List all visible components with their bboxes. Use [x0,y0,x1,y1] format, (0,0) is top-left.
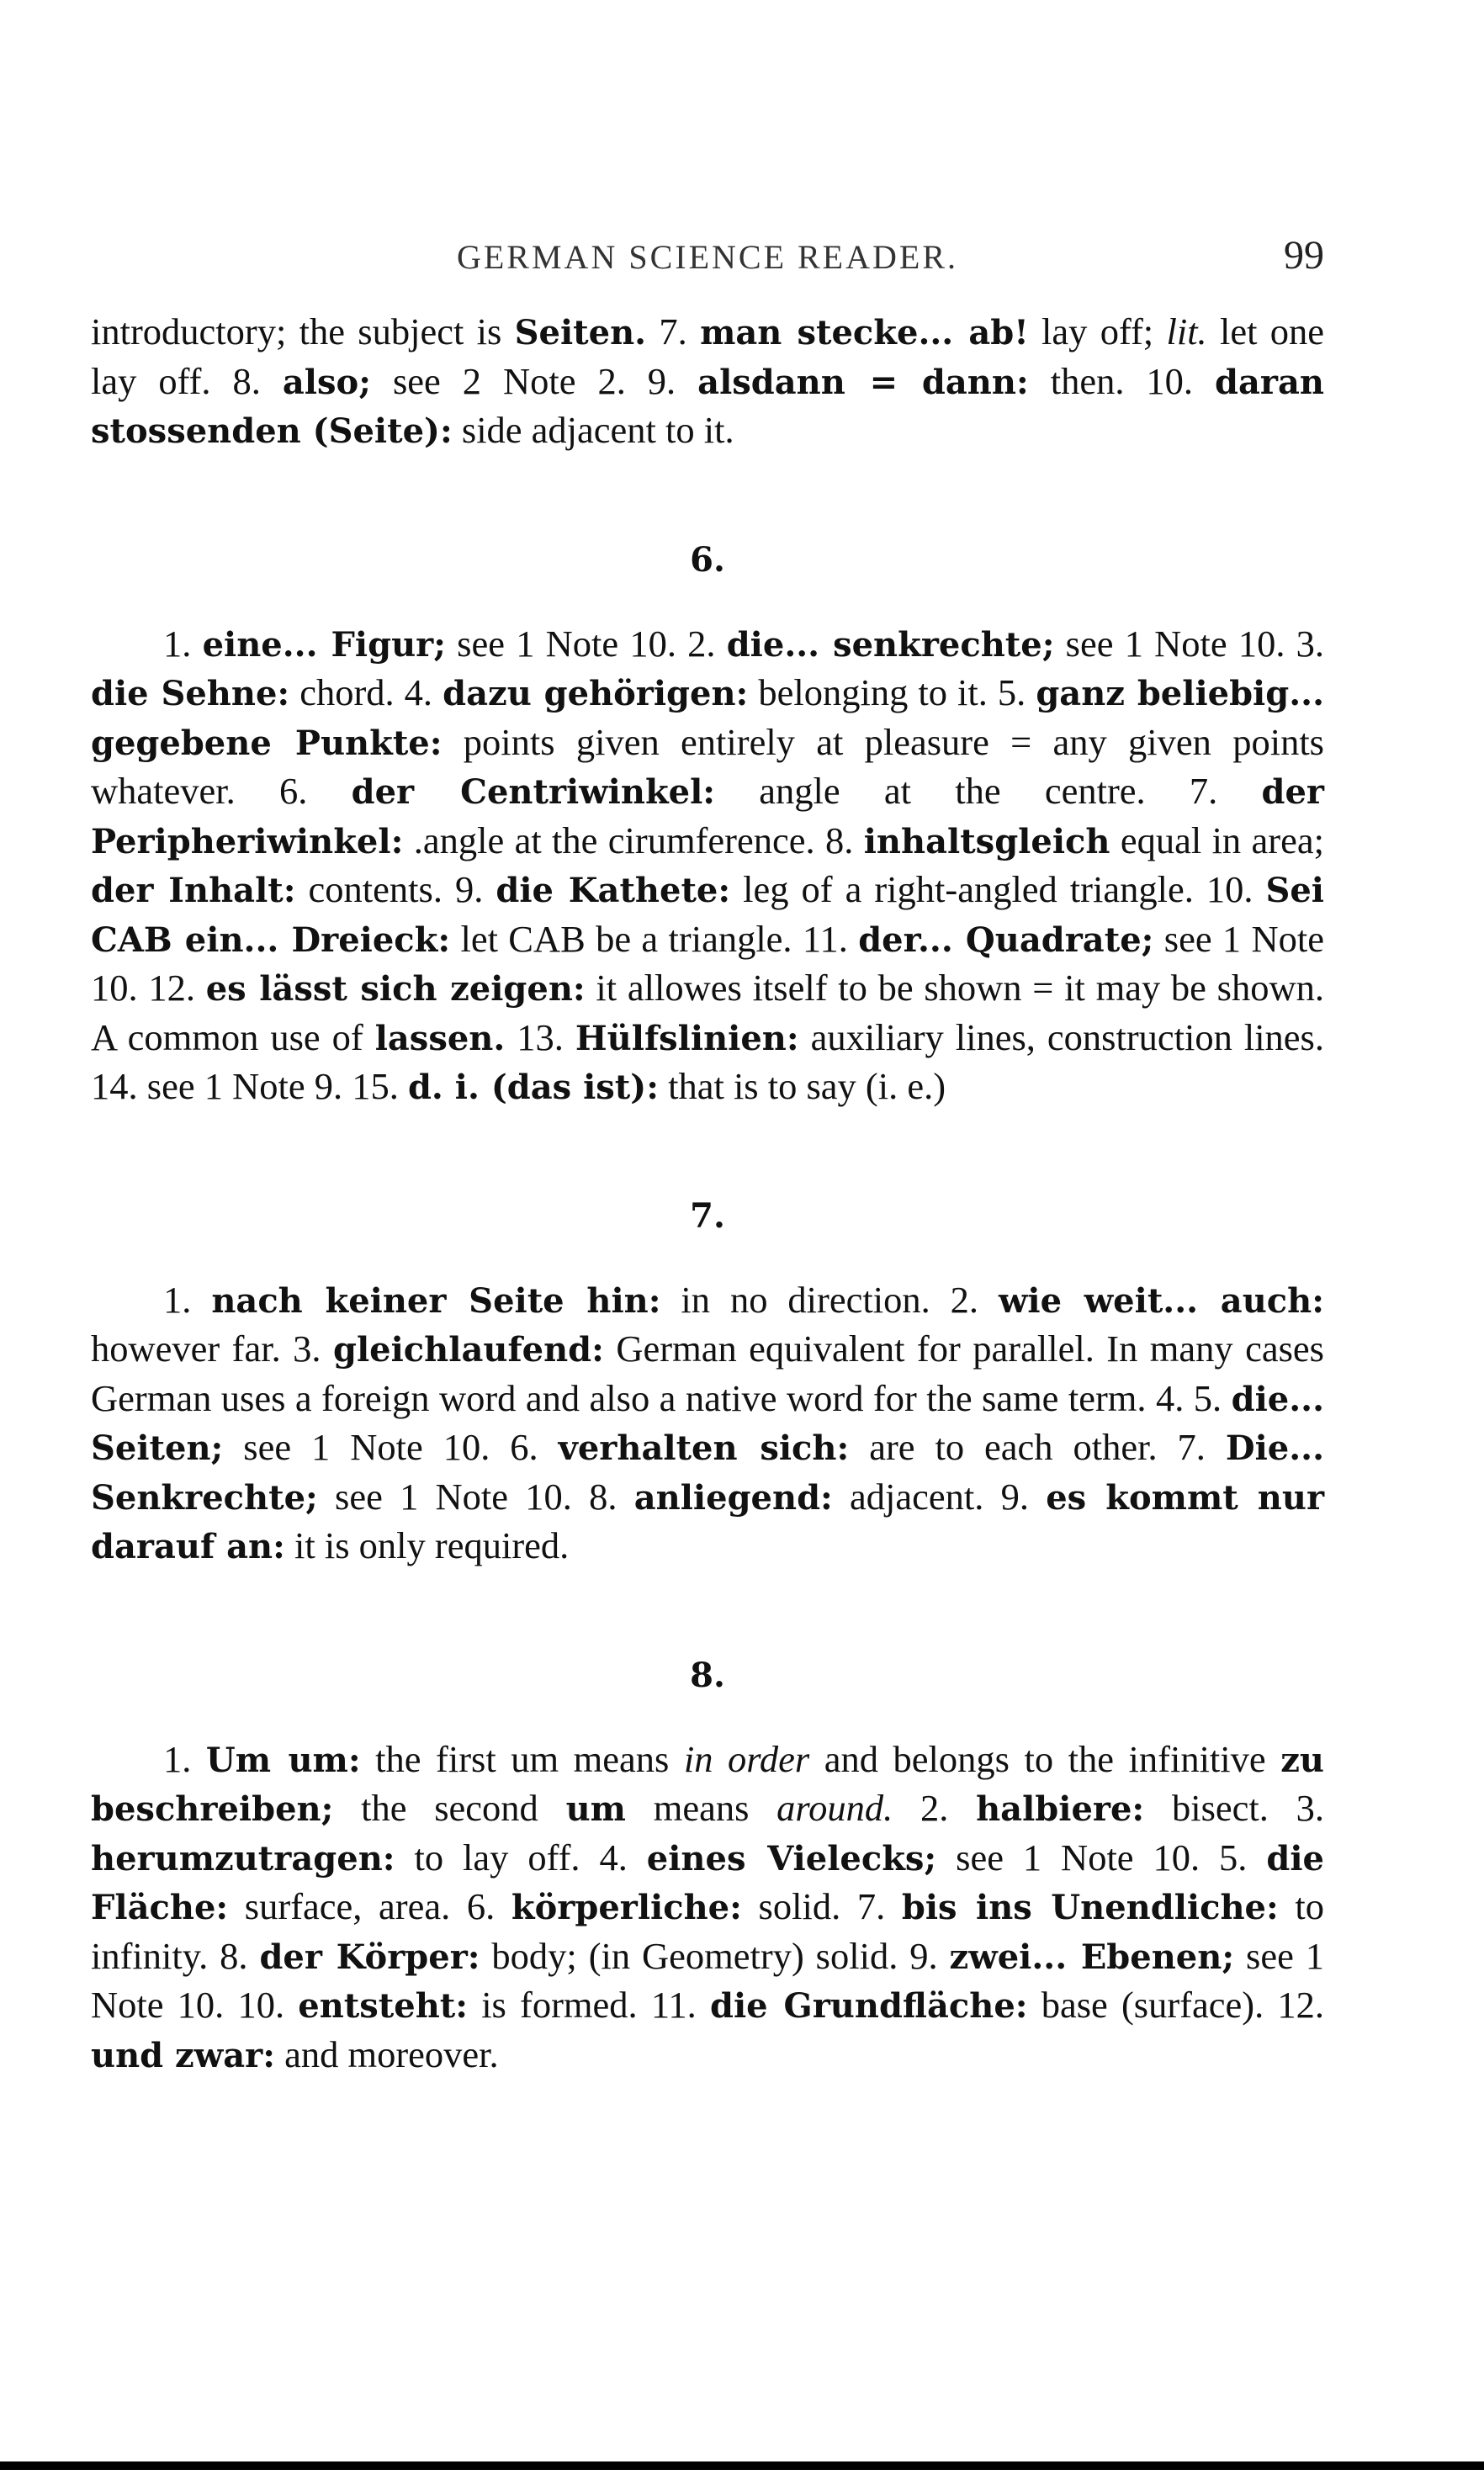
page-header [91,233,1324,288]
section-7-heading: 7. [690,1195,725,1236]
section-6-notes: 1. eine... Figur; see 1 Note 10. 2. die... senkrechte; see 1 Note 10. 3. die Sehne: chord. 4. dazu gehörigen: belonging to it. 5. ganz beliebig... gegebene Punkte: points given entirely at pleasure = any given points whatever. 6. der Centriwinkel: angle at the centre. 7. der Peripheriwinkel: .angle at the cirumference. 8. inhaltsgleich equal in area; der Inhalt: contents. 9. die Kathete: leg of a right-angled triangle. 10. Sei CAB ein... Dreieck: let CAB be a triangle. 11. der... Quadrate; see 1 Note 10. 12. es lässt sich zeigen: it allowes itself to be shown = it may be shown. A common use of lassen. 13. Hülfslinien: auxiliary lines, construction lines. 14. see 1 Note 9. 15. d. i. (das ist): that is to say (i. e.) [91,622,1325,1107]
section-7-notes: 1. nach keiner Seite hin: in no direction. 2. wie weit... auch: however far. 3. gleichlaufend: German equivalent for parallel. In many cases German uses a foreign word and also a native word for the same term. 4. 5. die... Seiten; see 1 Note 10. 6. verhalten sich: are to each other. 7. Die... Senkrechte; see 1 Note 10. 8. anliegend: adjacent. 9. es kommt nur darauf an: it is only required. [91,1278,1325,1566]
section-8-heading: 8. [690,1655,725,1695]
section-8-notes: 1. Um um: the first um means in order and belongs to the infinitive zu beschreiben; the second um means around. 2. halbiere: bisect. 3. herumzutragen: to lay off. 4. eines Vielecks; see 1 Note 10. 5. die Fläche: surface, area. 6. körperliche: solid. 7. bis ins Unendliche: to infinity. 8. der Körper: body; (in Geometry) solid. 9. zwei... Ebenen; see 1 Note 10. 10. entsteht: is formed. 11. die Grundfläche: base (surface). 12. und zwar: and moreover. [91,1737,1325,2075]
bottom-scan-edge [0,2461,1484,2470]
page-number: 99 [1284,233,1324,278]
running-title: GERMAN SCIENCE READER. [456,238,959,276]
intro-notes-paragraph: introductory; the subject is Seiten. 7. man stecke... ab! lay off; lit. let one lay off. 8. also; see 2 Note 2. 9. alsdann = dann: then. 10. daran stossenden (Seite): side adjacent to it. [91,310,1325,451]
section-6-heading: 6. [690,539,725,580]
notes-column [91,308,1324,2080]
